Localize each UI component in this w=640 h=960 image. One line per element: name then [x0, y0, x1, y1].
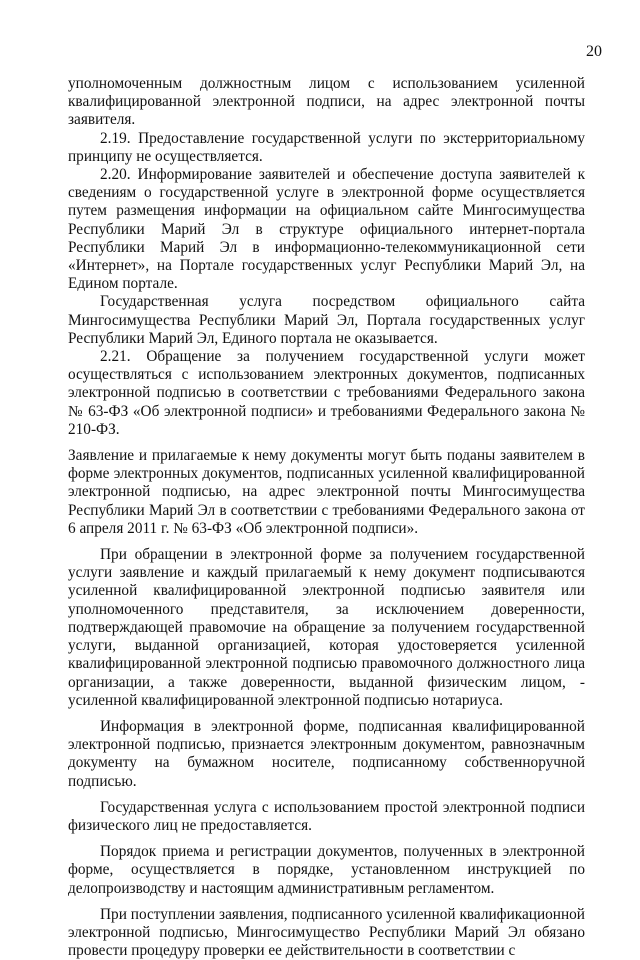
paragraph-registration-order: Порядок приема и регистрации документов, полученных в электронной форме, осуществляется в порядке, установленном инструкцией по делопроизводству и настоящим административным регламентом. — [68, 843, 585, 897]
paragraph-simple-signature: Государственная услуга с использованием простой электронной подписи физического лиц не предоставляется. — [68, 798, 585, 834]
paragraph-electronic-document: Информация в электронной форме, подписанная квалифицированной электронной подписью, признается электронным документом, равнозначным документу на бумажном носителе, подписанному собственноручной подписью. — [68, 717, 585, 790]
paragraph-2-21: 2.21. Обращение за получением государственной услуги может осуществляться с использованием электронных документов, подписанных электронной подписью в соответствии с требованиями Федерального закона № 63-ФЗ «Об электронной подписи» и требованиями Федерального закона № 210-ФЗ. — [68, 348, 585, 438]
paragraph-2-19: 2.19. Предоставление государственной услуги по экстерриториальному принципу не осуществляется. — [68, 129, 585, 165]
paragraph-2-20: 2.20. Информирование заявителей и обеспечение доступа заявителей к сведениям о государственной услуге в электронной форме осуществляется путем размещения информации на официальном сайте Мингосимущества Республики Марий Эл в структуре официального интернет-портала Республики Марий Эл в информационно-телекоммуникационной сети «Интернет», на Портале государственных услуг Республики Марий Эл, на Едином портале. — [68, 166, 585, 293]
paragraph-verification: При поступлении заявления, подписанного усиленной квалификационной электронной подписью, Мингосимущество Республики Марий Эл обязано провести процедуру проверки ее действительности в соответствии с — [68, 905, 585, 960]
paragraph-application-electronic: Заявление и прилагаемые к нему документы могут быть поданы заявителем в форме электронных документов, подписанных усиленной квалифицированной электронной подписью, на адрес электронной почты Мингосимущества Республики Марий Эл в соответствии с требованиями Федерального закона от 6 апреля 2011 г. № 63-ФЗ «Об электронной подписи». — [68, 447, 585, 537]
document-body — [68, 75, 585, 960]
paragraph-not-provided: Государственная услуга посредством официального сайта Мингосимущества Республики Марий Эл, Портала государственных услуг Республики Марий Эл, Единого портала не оказывается. — [68, 293, 585, 347]
paragraph-signature-requirements: При обращении в электронной форме за получением государственной услуги заявление и каждый прилагаемый к нему документ подписываются усиленной квалифицированной электронной подписью заявителя или уполномоченного представителя, за исключением доверенности, подтверждающей правомочие на обращение за получением государственной услуги, выданной организацией, которая удостоверяется усиленной квалифицированной электронной подписью правомочного должностного лица организации, а также доверенности, выданной физическим лицом, - усиленной квалифицированной электронной подписью нотариуса. — [68, 546, 585, 709]
page-number: 20 — [586, 43, 602, 60]
paragraph-continuation: уполномоченным должностным лицом с использованием усиленной квалифицированной электронной подписи, на адрес электронной почты заявителя. — [68, 75, 585, 129]
